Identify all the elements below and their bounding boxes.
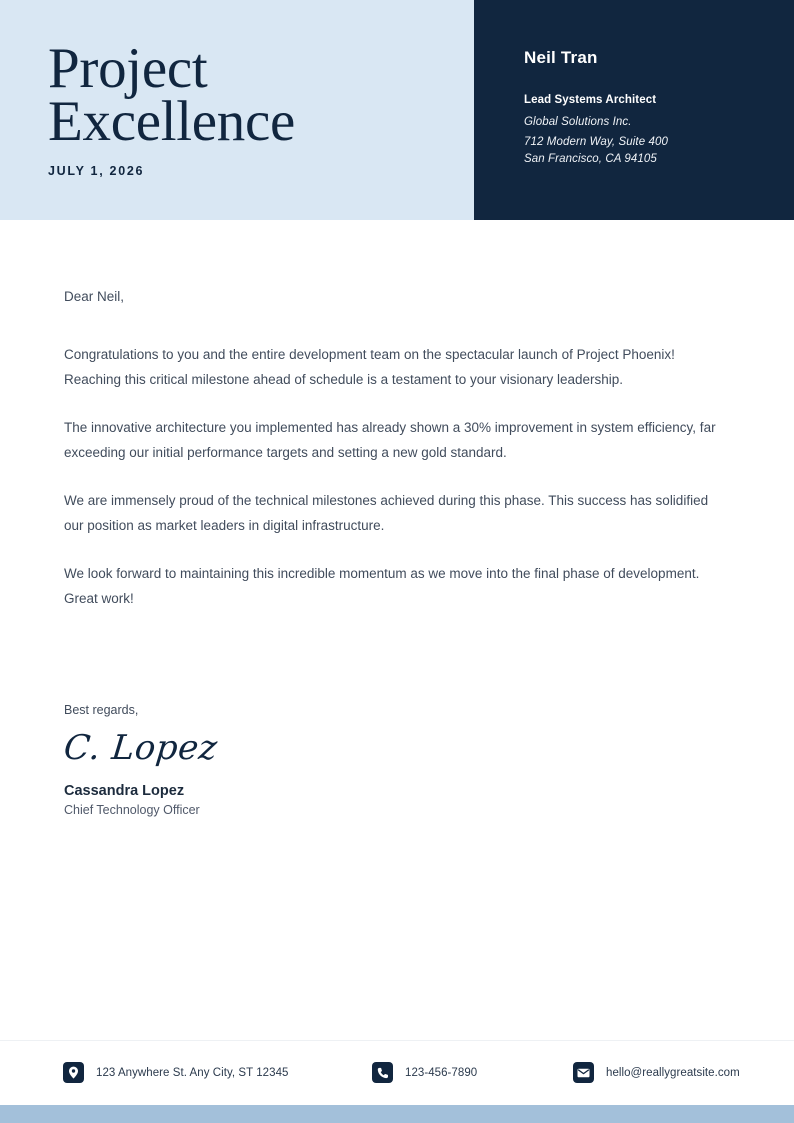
title-block	[48, 37, 295, 178]
signer-name: Cassandra Lopez	[64, 783, 185, 799]
envelope-icon	[573, 1062, 594, 1083]
footer-address-text: 123 Anywhere St. Any City, ST 12345	[96, 1066, 289, 1079]
document-header	[0, 0, 794, 220]
footer-email-item	[573, 1062, 740, 1083]
document-date: JULY 1, 2026	[48, 164, 145, 178]
title-line-1: Project	[48, 37, 208, 100]
footer-address-item	[63, 1062, 288, 1083]
closing-salutation: Best regards,	[64, 703, 139, 717]
letter-paragraph: We look forward to maintaining this incredible momentum as we move into the final phase of development. Great work!	[64, 566, 700, 606]
document-footer	[0, 1040, 794, 1105]
footer-email-text: hello@reallygreatsite.com	[606, 1066, 740, 1079]
location-pin-icon	[63, 1062, 84, 1083]
footer-phone-text: 123-456-7890	[405, 1066, 478, 1079]
recipient-address-line-1: 712 Modern Way, Suite 400	[524, 136, 668, 148]
footer-phone-item	[372, 1062, 477, 1083]
recipient-name: Neil Tran	[524, 48, 598, 67]
letter-paragraph: Congratulations to you and the entire development team on the spectacular launch of Project Phoenix! Reaching this critical milestone ahead of schedule is a testament to your visionary leadership.	[64, 347, 675, 387]
recipient-role: Lead Systems Architect	[524, 94, 657, 106]
title-line-2: Excellence	[48, 90, 295, 153]
recipient-address-line-2: San Francisco, CA 94105	[524, 153, 657, 165]
signer-title: Chief Technology Officer	[64, 803, 200, 817]
salutation: Dear Neil,	[64, 289, 125, 304]
recipient-company: Global Solutions Inc.	[524, 116, 632, 128]
bottom-accent-bar	[0, 1105, 794, 1123]
letter-body	[64, 285, 730, 611]
letter-paragraph: We are immensely proud of the technical milestones achieved during this phase. This success has solidified our position as market leaders in digital infrastructure.	[64, 493, 709, 533]
signature-block	[61, 703, 464, 817]
header-title-panel	[0, 0, 474, 220]
page-title	[48, 37, 295, 153]
letter-paragraph: The innovative architecture you implemented has already shown a 30% improvement in system efficiency, far exceeding our initial performance targets and setting a new gold standard.	[64, 420, 716, 460]
handwritten-signature: C. Lopez	[61, 728, 220, 768]
phone-icon	[372, 1062, 393, 1083]
recipient-panel	[474, 0, 794, 220]
